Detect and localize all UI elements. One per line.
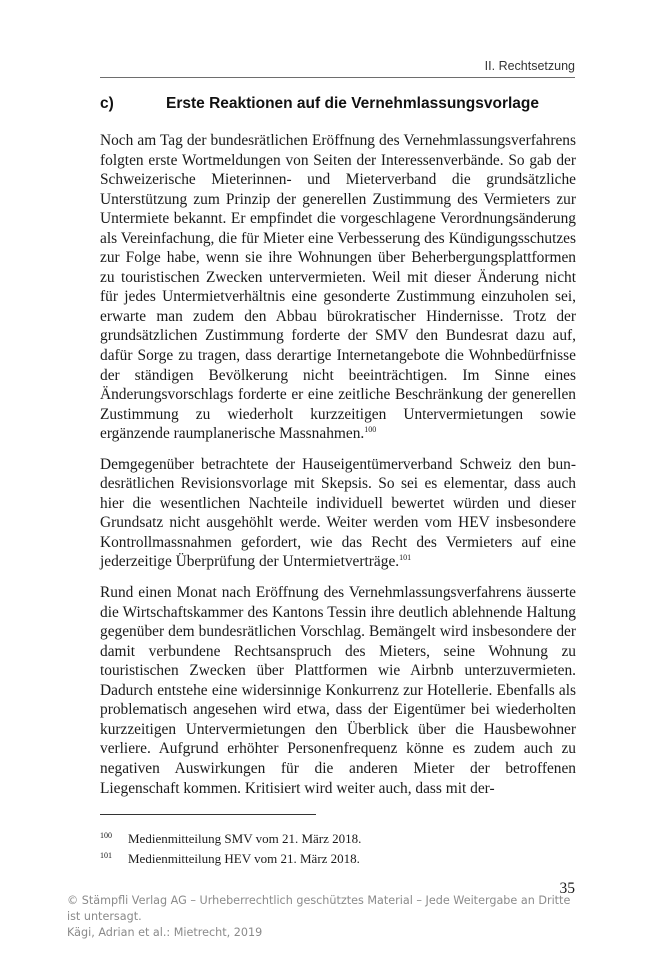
footnote-101 [100,849,576,869]
copyright-notice [67,893,587,941]
paragraph-text: Noch am Tag der bundesrätlichen Eröffnung des Vernehmlassungsverfahrens folgten erste Wortmeldungen von Seiten der Interessenverbände. So gab der Schweizerische Mieterinnen- und Mieterverband die grundsätzliche Unterstützung zum Prinzip der generellen Zustimmung des Vermieters zur Untermiete bekannt. Er empfindet die vorgeschlagene Verordnungsänderung als Vereinfachung, die für Mieter eine Verbesserung des Kündigungsschutzes zur Folge habe, wenn sie ihre Wohnungen über Beherbergungsplattformen zu touristischen Zwecken untervermieten. Weil mit dieser Änderung nicht für jedes Untermietverhältnis eine gesonderte Zustimmung einzuholen sei, erwarte man zudem den Abbau bürokratischer Hindernisse. Trotz der grundsätzlichen Zustimmung forderte der SMV den Bundesrat dazu auf, dafür Sorge zu tragen, dass derartige Internetangebote die Wohnbedürfnisse der ständigen Bevölkerung nicht beeinträchtigen. Im Sinne eines Änderungsvorschlags forderte er eine zeitliche Beschränkung der generellen Zustimmung zu wiederholt kurzzeitigen Untervermietungen sowie ergänzende raumplanerische Massnahmen. [100,132,576,443]
footnote-number: 101 [100,851,112,860]
paragraph-3 [100,583,576,798]
paragraph-2 [100,455,576,572]
copyright-line: © Stämpfli Verlag AG – Urheberrechtlich geschütztes Material – Jede Weitergabe an Dritte ist untersagt. [67,894,571,923]
section-letter: c) [100,95,114,112]
footnote-ref[interactable]: 100 [364,425,377,435]
footnotes [100,829,576,869]
paragraph-1 [100,131,576,444]
footnote-ref[interactable]: 101 [399,553,412,563]
footnote-text: Medienmitteilung HEV vom 21. März 2018. [128,851,360,866]
body-text [100,131,576,809]
citation-line: Kägi, Adrian et al.: Mietrecht, 2019 [67,926,263,939]
footnote-number: 100 [100,831,112,840]
paragraph-text: Demgegenüber betrachtete der Hauseigentümerverband Schweiz den bundesrätlichen Revisionsvorlage mit Skepsis. So sei es elementar, dass auch hier die wesentlichen Nachteile individuell bewertet würden und dieser Grundsatz nicht ausgehöhlt werde. Weiter werden vom HEV insbesondere Kontrollmassnahmen gefordert, wie das Recht des Vermieters auf eine jederzeitige Überprüfung der Untermietverträge. [100,455,576,571]
header-rule [100,77,575,78]
page-number: 35 [559,880,575,897]
section-title: Erste Reaktionen auf die Vernehmlassungsvorlage [166,95,539,112]
footnote-text: Medienmitteilung SMV vom 21. März 2018. [128,831,362,846]
paragraph-text: Rund einen Monat nach Eröffnung des Vernehmlassungsverfahrens äusserte die Wirtschaftskammer des Kantons Tessin ihre deutlich ablehnende Haltung gegenüber dem bundesrätlichen Vorschlag. Bemängelt wird insbesondere der damit verbundene Rechtsanspruch des Mieters, seine Wohnung zu touristischen Zwecken über Plattformen wie Airbnb unterzuvermieten. Dadurch entstehe eine widersinnige Konkurrenz zur Hotellerie. Ebenfalls als problematisch angesehen wird etwa, dass der Eigentümer bei wiederholten kurzzeitigen Untervermietungen den Überblick über die Hausbewohner verliere. Aufgrund erhöhter Personenfrequenz könne es zudem auch zu negativen Auswirkungen für die anderen Mieter der betroffenen Liegenschaft kommen. Kritisiert wird weiter auch, dass mit der- [100,584,576,797]
running-head: II. Rechtsetzung [484,59,575,73]
section-heading [100,95,580,113]
footnote-100 [100,829,576,849]
footnote-rule [100,814,316,815]
